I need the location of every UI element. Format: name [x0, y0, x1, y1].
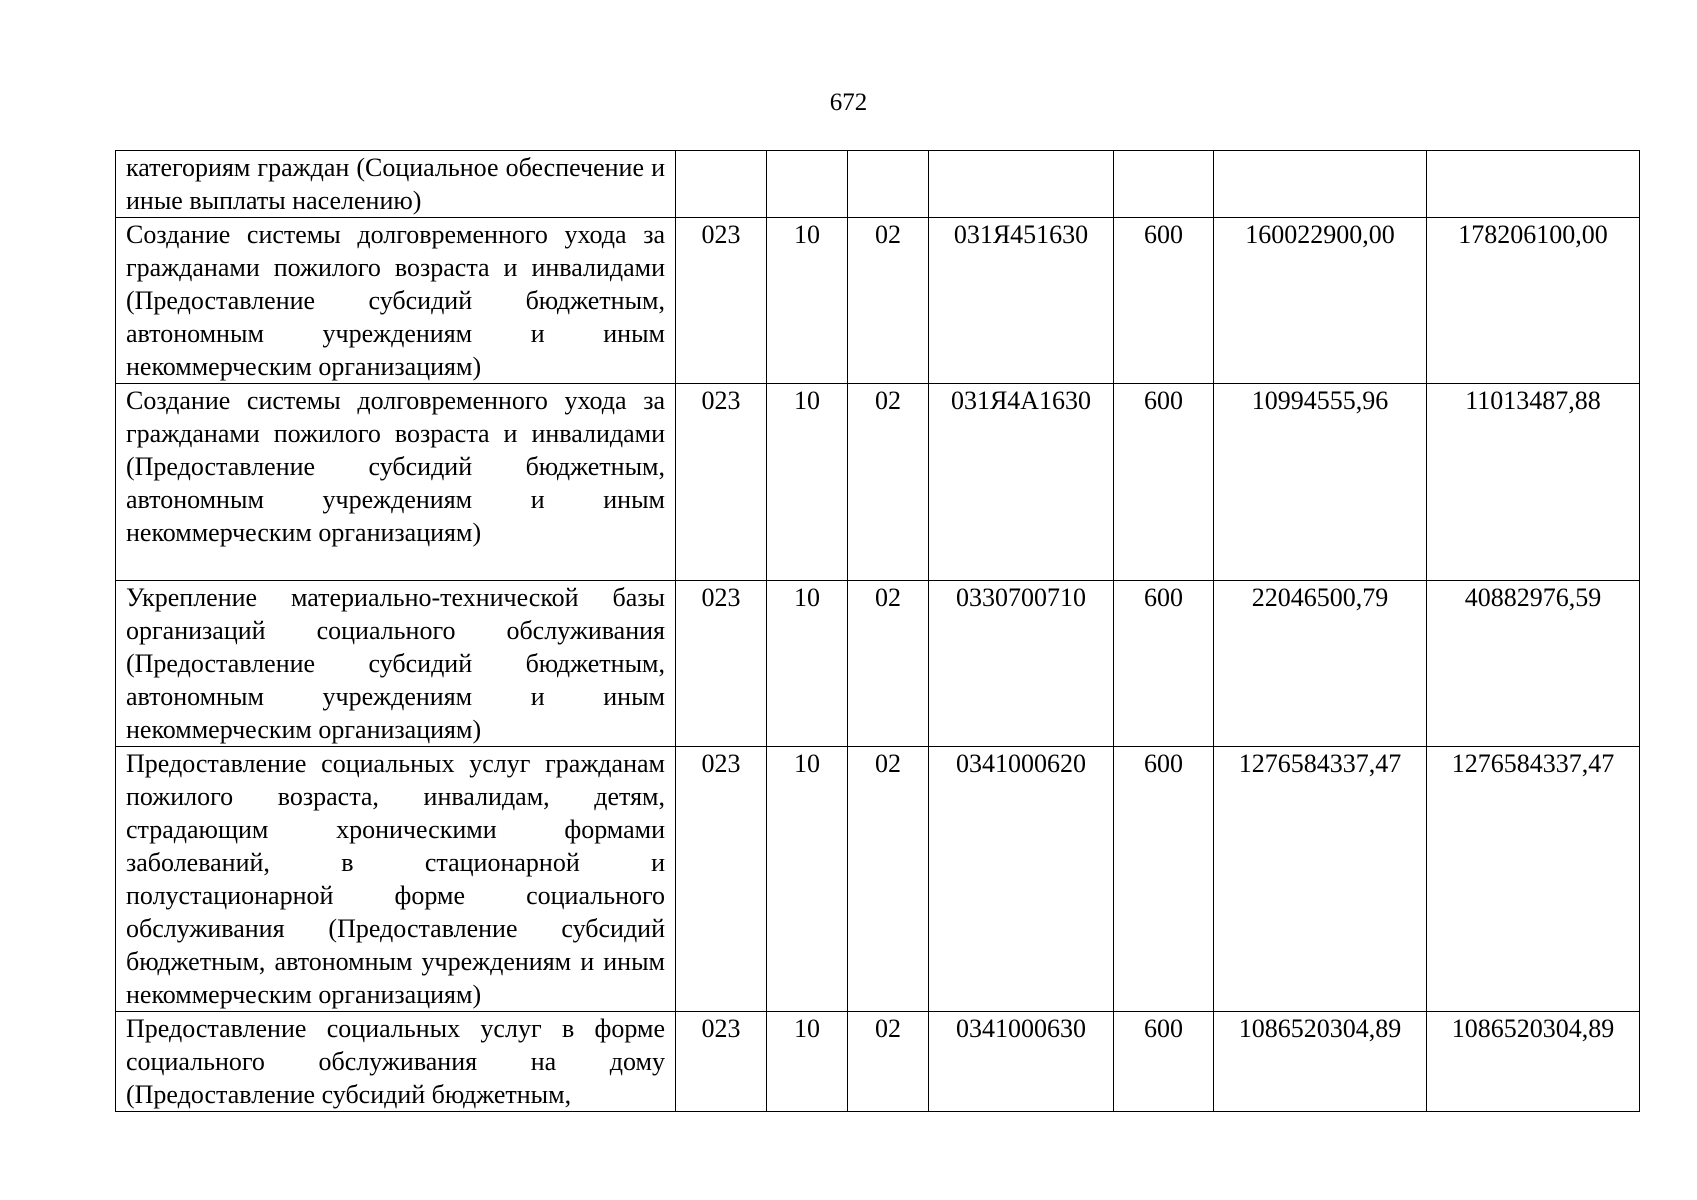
expense-type-code: 600 — [1114, 384, 1214, 581]
amount-year1: 22046500,79 — [1214, 581, 1427, 747]
amount-year1 — [1214, 151, 1427, 218]
amount-year2: 178206100,00 — [1427, 218, 1640, 384]
table-row — [116, 1012, 1640, 1112]
expense-type-code: 600 — [1114, 747, 1214, 1012]
section-code: 10 — [767, 384, 848, 581]
ministry-code — [676, 151, 767, 218]
section-code: 10 — [767, 1012, 848, 1112]
target-article-code: 0341000630 — [929, 1012, 1114, 1112]
table-row — [116, 747, 1640, 1012]
ministry-code: 023 — [676, 384, 767, 581]
expense-type-code: 600 — [1114, 218, 1214, 384]
amount-year2: 1086520304,89 — [1427, 1012, 1640, 1112]
ministry-code: 023 — [676, 747, 767, 1012]
section-code: 10 — [767, 581, 848, 747]
ministry-code: 023 — [676, 1012, 767, 1112]
section-code: 10 — [767, 747, 848, 1012]
amount-year1: 1276584337,47 — [1214, 747, 1427, 1012]
amount-year2: 1276584337,47 — [1427, 747, 1640, 1012]
target-article-code: 031Я4А1630 — [929, 384, 1114, 581]
amount-year2: 40882976,59 — [1427, 581, 1640, 747]
budget-table — [115, 150, 1640, 1112]
page-number: 672 — [829, 89, 868, 116]
row-description: Предоставление социальных услуг гражданам пожилого возраста, инвалидам, детям, страдающим хроническими формами заболеваний, в стационарной и полустационарной форме социального обслуживания (Предоставление субсидий бюджетным, автономным учреждениям и иным некоммерческим организациям) — [116, 747, 676, 1012]
target-article-code: 0341000620 — [929, 747, 1114, 1012]
subsection-code: 02 — [848, 581, 929, 747]
amount-year2: 11013487,88 — [1427, 384, 1640, 581]
target-article-code — [929, 151, 1114, 218]
table-row — [116, 151, 1640, 218]
row-description: Создание системы долговременного ухода за гражданами пожилого возраста и инвалидами (Предоставление субсидий бюджетным, автономным учреждениям и иным некоммерческим организациям) — [116, 384, 676, 581]
section-code: 10 — [767, 218, 848, 384]
table-row — [116, 218, 1640, 384]
subsection-code: 02 — [848, 747, 929, 1012]
expense-type-code — [1114, 151, 1214, 218]
section-code — [767, 151, 848, 218]
subsection-code: 02 — [848, 1012, 929, 1112]
amount-year1: 1086520304,89 — [1214, 1012, 1427, 1112]
table-row — [116, 384, 1640, 581]
expense-type-code: 600 — [1114, 581, 1214, 747]
target-article-code: 031Я451630 — [929, 218, 1114, 384]
amount-year1: 10994555,96 — [1214, 384, 1427, 581]
table-row — [116, 581, 1640, 747]
subsection-code — [848, 151, 929, 218]
amount-year2 — [1427, 151, 1640, 218]
subsection-code: 02 — [848, 218, 929, 384]
ministry-code: 023 — [676, 581, 767, 747]
subsection-code: 02 — [848, 384, 929, 581]
row-description: Укрепление материально-технической базы организаций социального обслуживания (Предоставление субсидий бюджетным, автономным учреждениям и иным некоммерческим организациям) — [116, 581, 676, 747]
row-description: Предоставление социальных услуг в форме социального обслуживания на дому (Предоставление субсидий бюджетным, — [116, 1012, 676, 1112]
row-description: категориям граждан (Социальное обеспечение и иные выплаты населению) — [116, 151, 676, 218]
target-article-code: 0330700710 — [929, 581, 1114, 747]
expense-type-code: 600 — [1114, 1012, 1214, 1112]
row-description: Создание системы долговременного ухода за гражданами пожилого возраста и инвалидами (Предоставление субсидий бюджетным, автономным учреждениям и иным некоммерческим организациям) — [116, 218, 676, 384]
ministry-code: 023 — [676, 218, 767, 384]
amount-year1: 160022900,00 — [1214, 218, 1427, 384]
